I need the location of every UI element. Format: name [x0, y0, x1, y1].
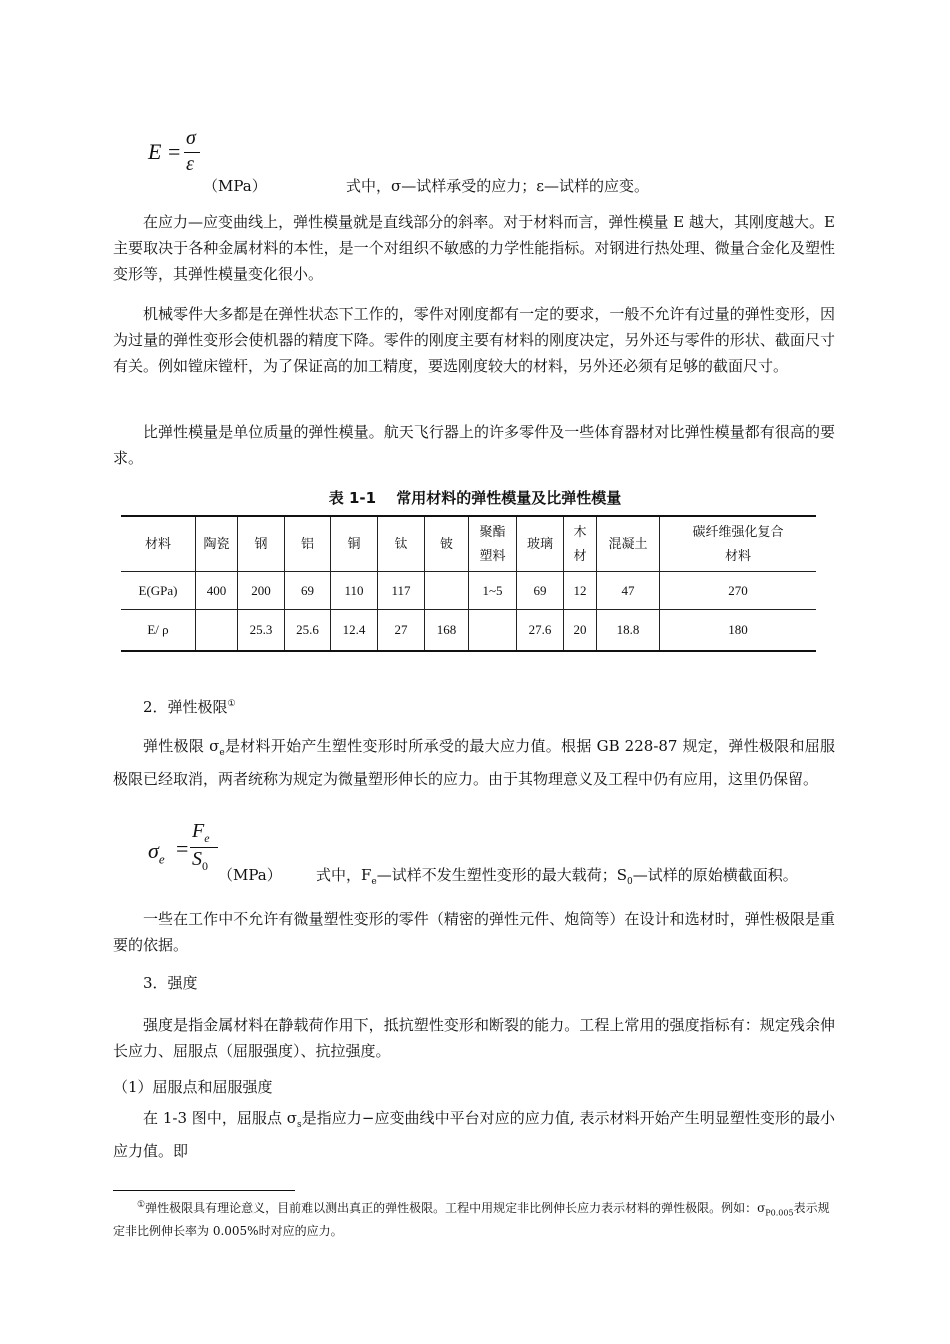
table-cell: 168 — [425, 610, 469, 652]
table-header-cell: 玻璃 — [517, 516, 564, 572]
formula-lhs — [148, 838, 165, 867]
subsection-heading-yield: （1）屈服点和屈服强度 — [113, 1078, 273, 1096]
formula-lhs: E — [148, 139, 162, 164]
paragraph-elastic-limit — [113, 733, 835, 792]
elastic-limit-formula — [148, 822, 228, 884]
table-cell: E(GPa) — [121, 572, 196, 610]
formula-unit: （MPa） — [203, 177, 267, 195]
text-segment: 在 1-3 图中，屈服点 σ — [143, 1109, 298, 1127]
table-header-cell — [469, 516, 517, 572]
subscript: P0.005 — [765, 1208, 794, 1218]
subscript: 0 — [202, 859, 208, 873]
table-cell: E/ ρ — [121, 610, 196, 652]
symbol: F — [192, 820, 205, 842]
text-segment: 式中，F — [316, 866, 372, 884]
paragraph-specific-modulus: 比弹性模量是单位质量的弹性模量。航天飞行器上的许多零件及一些体育器材对比弹性模量都有很高的要求。 — [113, 423, 835, 467]
formula-unit: （MPa） — [218, 866, 282, 884]
table-cell: 18.8 — [597, 610, 660, 652]
text-segment: 是指应力−应变曲线中平台对应的应力值, 表示材料开始产生明显塑性变形的最小应力值。即 — [113, 1109, 836, 1160]
formula-explanation — [316, 862, 798, 895]
table-header-cell: 材料 — [121, 516, 196, 572]
table-header-cell — [660, 516, 817, 572]
table-header-cell: 钢 — [238, 516, 285, 572]
footnote-mark: ① — [137, 1200, 146, 1210]
footnote-divider — [113, 1190, 295, 1191]
table-cell: 27.6 — [517, 610, 564, 652]
table-cell: 1~5 — [469, 572, 517, 610]
elastic-modulus-formula — [148, 127, 208, 193]
text-segment: 弹性极限具有理论意义，目前难以测出真正的弹性极限。工程中用规定非比例伸长应力表示材料的弹性极限。例如：σ — [145, 1201, 766, 1215]
symbol: σ — [148, 838, 159, 863]
table-header-cell: 铍 — [425, 516, 469, 572]
text-segment: 弹性极限 σ — [143, 737, 220, 755]
formula-denominator — [192, 848, 208, 874]
table-cell: 69 — [517, 572, 564, 610]
table-cell: 69 — [285, 572, 331, 610]
paragraph-elastic-modulus: 在应力—应变曲线上，弹性模量就是直线部分的斜率。对于材料而言，弹性模量 E 越大，其刚度越大。E 主要取决于各种金属材料的本性，是一个对组织不敏感的力学性能指标。对钢进行热处理、微量合金化及塑性变形等，其弹性模量变化很小。 — [113, 213, 835, 283]
paragraph-yield-point — [113, 1105, 835, 1164]
table-header-cell — [564, 516, 597, 572]
table-header-cell: 混凝土 — [597, 516, 660, 572]
subscript: s — [297, 1120, 302, 1130]
table-cell: 25.3 — [238, 610, 285, 652]
formula-equals: = — [168, 139, 181, 164]
table-header-cell: 铝 — [285, 516, 331, 572]
table-cell — [469, 610, 517, 652]
table-header-text: 木材 — [573, 524, 587, 563]
table-header-row — [121, 516, 816, 572]
footnote-reference[interactable]: ① — [227, 699, 236, 709]
paragraph-elastic-limit-usage: 一些在工作中不允许有微量塑性变形的零件（精密的弹性元件、炮筒等）在设计和选材时，弹性极限是重要的依据。 — [113, 910, 835, 954]
table-cell: 27 — [378, 610, 425, 652]
table-cell: 180 — [660, 610, 817, 652]
table-cell: 110 — [331, 572, 378, 610]
text-segment: 是材料开始产生塑性变形时所承受的最大应力值。根据 GB 228-87 规定，弹性极限和屈服极限已经取消，两者统称为规定为微量塑形伸长的应力。由于其物理意义及工程中仍有应用，这里仍保留。 — [113, 737, 835, 788]
footnote — [113, 1196, 838, 1241]
table-header-text: 聚酯塑料 — [479, 524, 506, 563]
text-segment: —试样不发生塑性变形的最大载荷；S — [376, 866, 628, 884]
table-header-text: 碳纤维强化复合材料 — [692, 524, 784, 563]
table-cell: 200 — [238, 572, 285, 610]
table-cell — [196, 610, 238, 652]
table-header-cell: 陶瓷 — [196, 516, 238, 572]
table-cell: 400 — [196, 572, 238, 610]
formula-equals: = — [176, 836, 189, 861]
text-segment: 表示规定非比例伸长率为 0.005%时对应的应力。 — [113, 1201, 830, 1239]
formula-numerator: σ — [186, 127, 196, 149]
subscript: e — [219, 748, 225, 758]
material-modulus-table — [121, 515, 816, 652]
table-cell: 270 — [660, 572, 817, 610]
subscript: e — [204, 831, 210, 845]
formula-numerator — [192, 820, 210, 846]
table-header-cell: 钛 — [378, 516, 425, 572]
table-cell: 12 — [564, 572, 597, 610]
section-heading-elastic-limit — [143, 691, 236, 720]
subscript: e — [158, 851, 165, 867]
paragraph-machine-parts: 机械零件大多都是在弹性状态下工作的，零件对刚度都有一定的要求，一般不允许有过量的弹性变形，因为过量的弹性变形会使机器的精度下降。零件的刚度主要有材料的刚度决定，另外还与零件的形状、截面尺寸有关。例如镗床镗杆，为了保证高的加工精度，要选刚度较大的材料，另外还必须有足够的截面尺寸。 — [113, 305, 835, 375]
table-cell: 47 — [597, 572, 660, 610]
formula-denominator: ε — [186, 153, 194, 175]
formula-explanation: 式中，σ—试样承受的应力；ε—试样的应变。 — [346, 177, 650, 195]
section-heading-strength: 3．强度 — [143, 974, 198, 992]
table-cell: 117 — [378, 572, 425, 610]
table-cell: 20 — [564, 610, 597, 652]
table-cell — [425, 572, 469, 610]
table-caption: 表 1-1 常用材料的弹性模量及比弹性模量 — [328, 489, 622, 507]
heading-text: 2．弹性极限 — [143, 698, 228, 716]
table-header-cell: 铜 — [331, 516, 378, 572]
subscript: 0 — [627, 877, 633, 887]
subscript: e — [371, 877, 377, 887]
table-cell: 12.4 — [331, 610, 378, 652]
table-row — [121, 610, 816, 652]
symbol: S — [192, 848, 202, 870]
paragraph-strength: 强度是指金属材料在静载荷作用下，抵抗塑性变形和断裂的能力。工程上常用的强度指标有：规定残余伸长应力、屈服点（屈服强度）、抗拉强度。 — [113, 1016, 835, 1060]
table-cell: 25.6 — [285, 610, 331, 652]
text-segment: —试样的原始横截面积。 — [632, 866, 798, 884]
table-row — [121, 572, 816, 610]
